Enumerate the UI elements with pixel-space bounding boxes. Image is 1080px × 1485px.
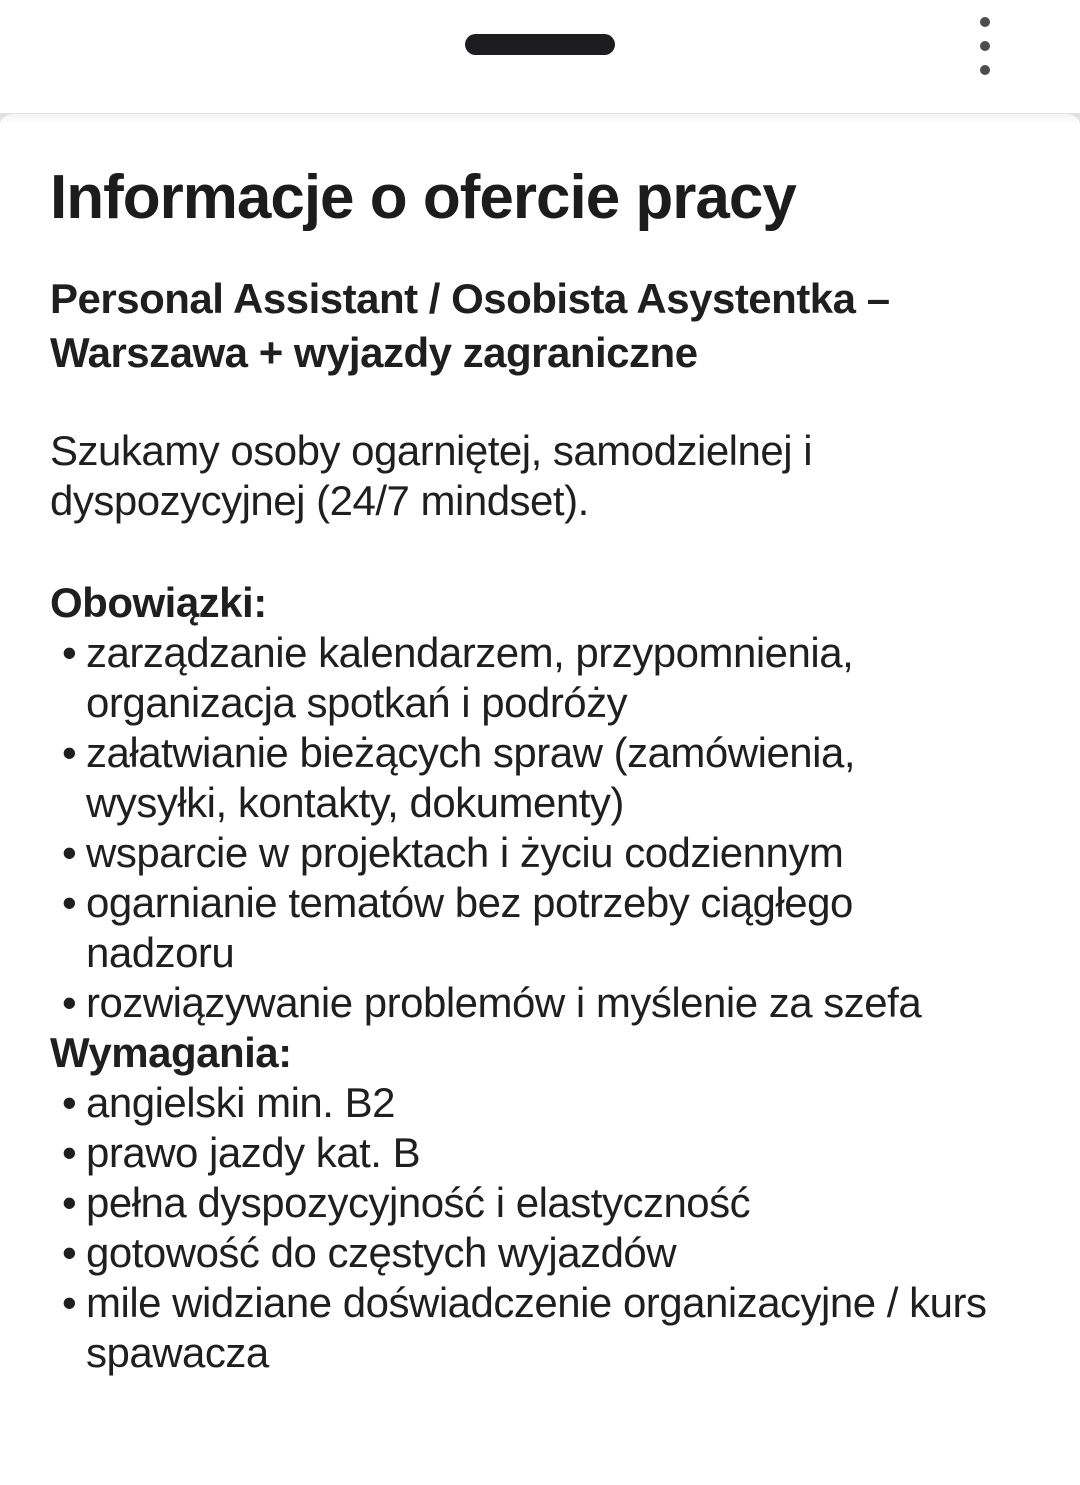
list-item-line xyxy=(50,1078,1034,1128)
list-item-line: organizacja spotkań i podróży xyxy=(86,679,628,726)
list-item-line xyxy=(50,628,1034,678)
list-item-text: wsparcie w projektach i życiu codziennym xyxy=(86,829,844,876)
list-item-text: mile widziane doświadczenie organizacyjne / kurs xyxy=(86,1279,987,1326)
list-item-text: zarządzanie kalendarzem, przypomnienia, xyxy=(86,629,854,676)
list-item-text: gotowość do częstych wyjazdów xyxy=(86,1229,677,1276)
bullet-marker: • xyxy=(62,1079,77,1126)
list-item-line xyxy=(50,1178,1034,1228)
job-offer-sheet xyxy=(0,114,1080,1485)
drag-handle[interactable] xyxy=(465,34,615,55)
overflow-menu-icon xyxy=(980,41,990,51)
bullet-marker: • xyxy=(62,1179,77,1226)
bullet-marker: • xyxy=(62,1279,77,1326)
bullet-marker: • xyxy=(62,729,77,776)
list-item xyxy=(50,628,1034,728)
list-item xyxy=(50,1278,1034,1378)
list-item xyxy=(50,1128,1034,1178)
list-item-text: rozwiązywanie problemów i myślenie za szefa xyxy=(86,979,922,1026)
job-details-list xyxy=(50,578,1034,1378)
bullet-marker: • xyxy=(62,829,77,876)
list-item-line xyxy=(50,978,1034,1028)
list-item-line xyxy=(50,878,1034,928)
list-item-text: załatwianie bieżących spraw (zamówienia, xyxy=(86,729,856,776)
overflow-menu-icon xyxy=(980,65,990,75)
list-item xyxy=(50,728,1034,828)
bullet-marker: • xyxy=(62,1129,77,1176)
list-item-line xyxy=(50,1278,1034,1328)
sheet-header xyxy=(0,0,1080,114)
list-item-line xyxy=(50,1128,1034,1178)
section-heading-requirements: Wymagania: xyxy=(50,1029,292,1076)
list-item-text: ogarnianie tematów bez potrzeby ciągłego xyxy=(86,879,853,926)
list-item-line xyxy=(50,828,1034,878)
job-position-line: Warszawa + wyjazdy zagraniczne xyxy=(50,329,698,376)
list-item-line xyxy=(50,1228,1034,1278)
bullet-marker: • xyxy=(62,979,77,1026)
page-title: Informacje o ofercie pracy xyxy=(50,163,796,232)
overflow-menu-icon xyxy=(980,17,990,27)
overflow-menu-button[interactable] xyxy=(953,4,1017,88)
intro-paragraph xyxy=(50,426,1034,526)
list-item xyxy=(50,878,1034,978)
list-item xyxy=(50,1078,1034,1128)
bullet-marker: • xyxy=(62,879,77,926)
list-item-line: wysyłki, kontakty, dokumenty) xyxy=(86,779,624,826)
list-item-line: nadzoru xyxy=(86,929,235,976)
bullet-marker: • xyxy=(62,1229,77,1276)
list-item-line xyxy=(50,728,1034,778)
list-item-line: spawacza xyxy=(86,1329,269,1376)
section-heading-duties: Obowiązki: xyxy=(50,579,267,626)
intro-line: dyspozycyjnej (24/7 mindset). xyxy=(50,477,589,524)
list-item xyxy=(50,1228,1034,1278)
list-item xyxy=(50,978,1034,1028)
bullet-marker: • xyxy=(62,629,77,676)
list-item-text: prawo jazdy kat. B xyxy=(86,1129,421,1176)
job-position-line: Personal Assistant / Osobista Asystentka – xyxy=(50,275,890,322)
list-item-text: angielski min. B2 xyxy=(86,1079,395,1126)
list-item xyxy=(50,1178,1034,1228)
job-position-subtitle xyxy=(50,272,1034,380)
list-item xyxy=(50,828,1034,878)
list-item-text: pełna dyspozycyjność i elastyczność xyxy=(86,1179,751,1226)
intro-line: Szukamy osoby ogarniętej, samodzielnej i xyxy=(50,427,813,474)
